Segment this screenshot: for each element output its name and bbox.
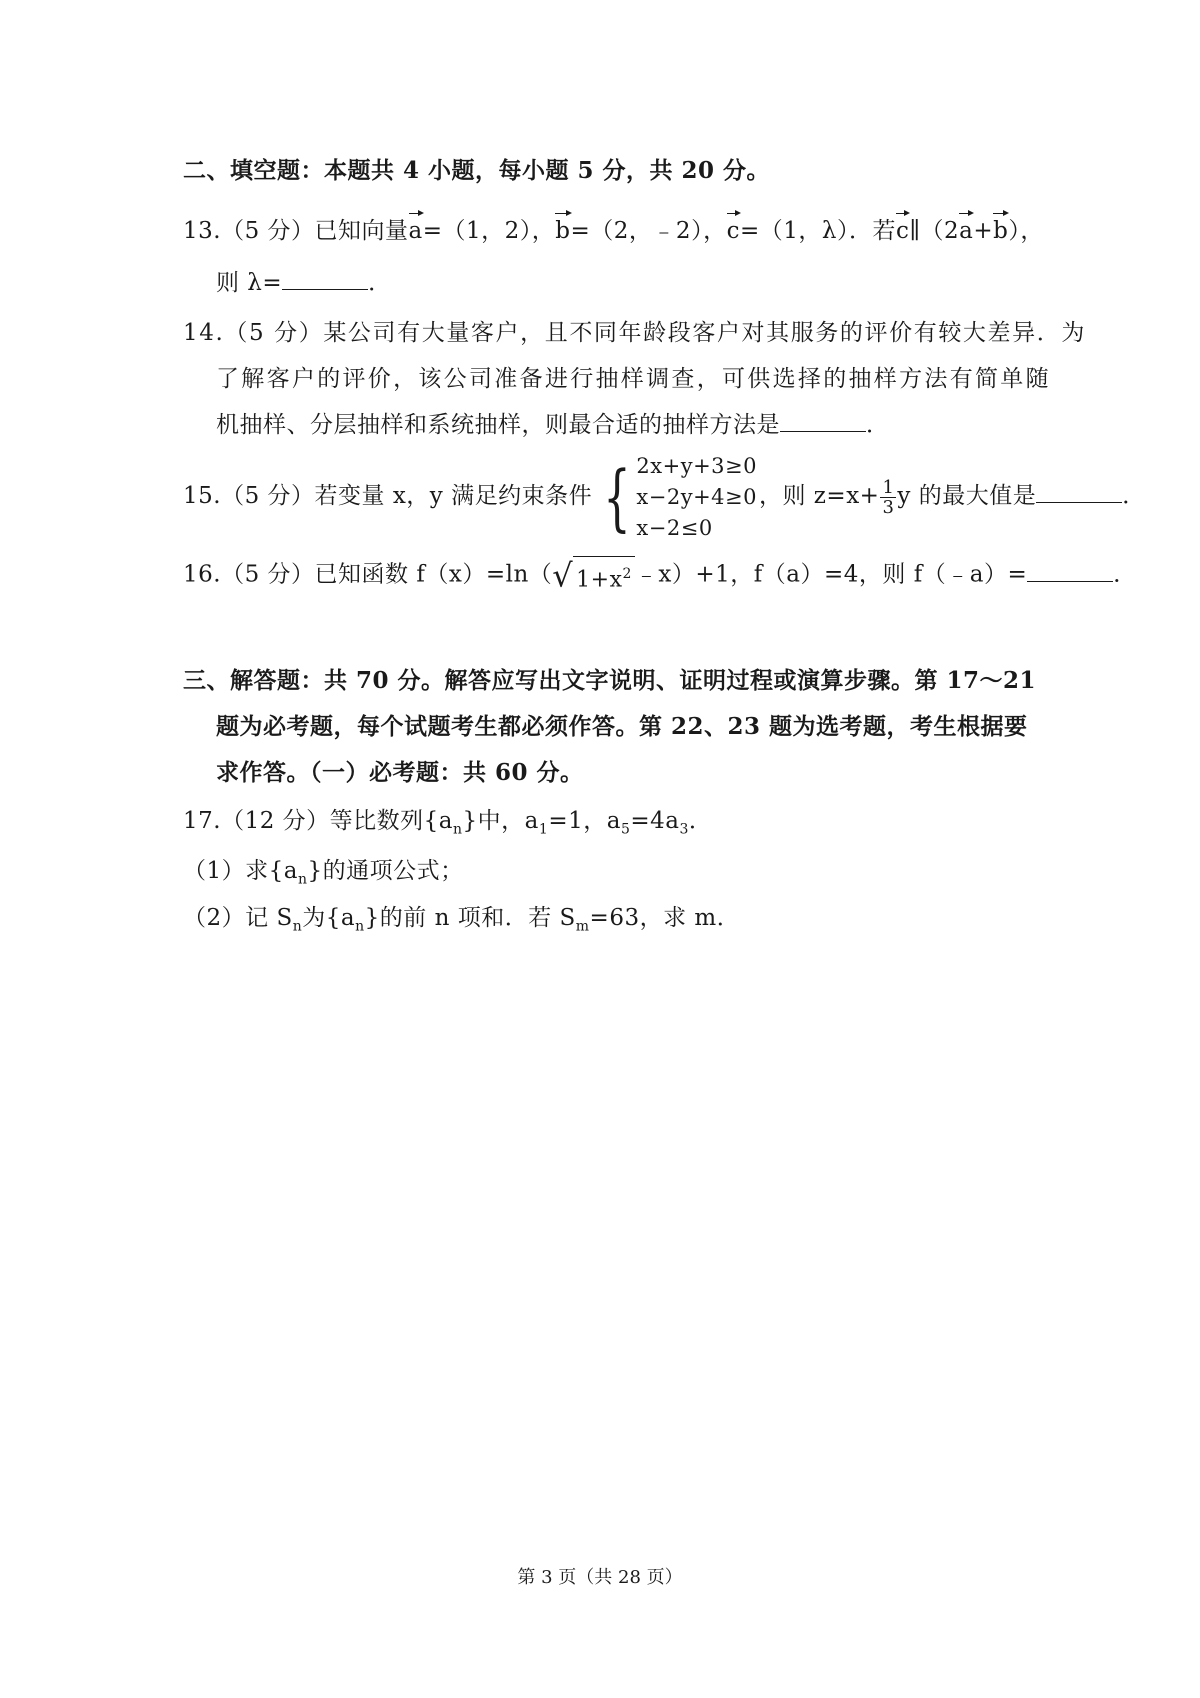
question-14-line1: 14.（5 分）某公司有大量客户，且不同年龄段客户对其服务的评价有较大差异．为 — [183, 320, 1086, 346]
constraint-system — [594, 451, 757, 544]
constraint-1: 2x+y+3≥0 — [636, 453, 757, 478]
q14-line3-text: 机抽样、分层抽样和系统抽样，则最合适的抽样方法是 — [216, 412, 780, 438]
q14-suffix: ． — [866, 412, 890, 438]
vector-b-2: b — [993, 212, 1008, 246]
q13-b-value: =（2，﹣2）， — [570, 218, 727, 244]
q17-sub-n: n — [453, 821, 463, 838]
question-14-line2: 了解客户的评价，该公司准备进行抽样调查，可供选择的抽样方法有简单随 — [216, 366, 1051, 392]
fraction-numerator: 1 — [882, 476, 895, 498]
q13-lambda-label: 则 λ= — [216, 270, 283, 296]
q16-prefix: 16.（5 分）已知函数 f（x）=ln（ — [183, 561, 553, 588]
q17-p2-prefix: （2）记 S — [183, 905, 293, 931]
question-13-line1 — [183, 212, 1044, 246]
fraction-one-third — [880, 478, 896, 517]
vector-a: a — [409, 212, 423, 246]
q17-p1-prefix: （1）求{a — [183, 858, 298, 884]
radicand-text: 1+x — [576, 567, 623, 593]
question-15 — [183, 446, 1146, 546]
question-13-line2 — [216, 268, 392, 298]
constraint-3: x−2≤0 — [636, 515, 713, 540]
q17-p2-mid2: }的前 n 项和．若 S — [364, 905, 576, 931]
question-17 — [183, 806, 712, 845]
q17-p2-sub-m: m — [575, 918, 590, 935]
constraint-list — [636, 451, 757, 544]
answer-blank-13 — [282, 269, 368, 290]
q17-prefix: 17.（12 分）等比数列{a — [183, 808, 454, 834]
q17-p2-suffix: =63，求 m． — [589, 905, 741, 931]
radical-icon: √ — [552, 556, 574, 595]
question-14-line3 — [216, 410, 890, 440]
fraction-denominator: 3 — [882, 496, 895, 518]
section3-line1: 三、解答题：共 70 分。解答应写出文字说明、证明过程或演算步骤。第 17～21 — [183, 667, 1037, 694]
radicand-exponent: 2 — [622, 566, 632, 582]
q13-suffix: ． — [368, 270, 392, 296]
q13-c-value: =（1，λ）．若 — [739, 218, 896, 244]
q17-p1-sub: n — [297, 871, 308, 888]
q17-sub-5: 5 — [620, 821, 631, 838]
section3-line3: 求作答。（一）必考题：共 60 分。 — [216, 759, 584, 786]
q15-after: y 的最大值是 — [897, 483, 1037, 509]
q15-prefix: 15.（5 分）若变量 x，y 满足约束条件 — [183, 483, 593, 509]
vector-c: c — [727, 212, 740, 246]
q13-close: ）， — [1008, 218, 1044, 244]
radicand — [573, 556, 635, 595]
q17-p2-mid: 为{a — [302, 905, 356, 931]
q13-prefix: 13.（5 分）已知向量 — [183, 218, 409, 244]
q17-p1-suffix: }的通项公式； — [307, 858, 464, 884]
q17-mid3: =4a — [630, 808, 680, 834]
q15-objective: ，则 z=x+ — [759, 483, 880, 509]
q17-end: ． — [688, 808, 713, 834]
square-root — [552, 556, 635, 595]
q13-a-value: =（1，2）， — [422, 218, 556, 244]
q15-suffix: ． — [1122, 483, 1146, 509]
q17-sub-3: 3 — [679, 821, 689, 838]
q16-suffix: ． — [1113, 561, 1137, 588]
question-17-part1 — [183, 856, 464, 895]
vector-c-2: c — [896, 212, 909, 246]
answer-blank-14 — [780, 411, 866, 432]
vector-b: b — [555, 212, 570, 246]
question-16 — [183, 556, 1137, 595]
answer-blank-16 — [1027, 561, 1113, 582]
q17-mid2: =1，a — [548, 808, 621, 834]
answer-blank-15 — [1036, 482, 1122, 503]
brace-icon: { — [603, 455, 632, 539]
q13-parallel: ∥（2 — [909, 218, 960, 244]
q16-after: ﹣x）+1，f（a）=4，则 f（﹣a）= — [634, 561, 1028, 588]
section3-line2: 题为必考题，每个试题考生都必须作答。第 22、23 题为选考题，考生根据要 — [216, 713, 1028, 740]
q17-mid: }中，a — [462, 808, 539, 834]
q17-p2-sub-n: n — [292, 918, 303, 935]
q17-p2-sub-n2: n — [355, 918, 365, 935]
q13-plus: + — [973, 218, 994, 244]
section2-title: 二、填空题：本题共 4 小题，每小题 5 分，共 20 分。 — [183, 157, 771, 184]
question-17-part2 — [183, 903, 740, 942]
constraint-2: x−2y+4≥0 — [636, 484, 757, 509]
q17-sub-1: 1 — [538, 821, 549, 838]
vector-a-2: a — [959, 212, 973, 246]
page-footer: 第 3 页（共 28 页） — [517, 1567, 683, 1588]
